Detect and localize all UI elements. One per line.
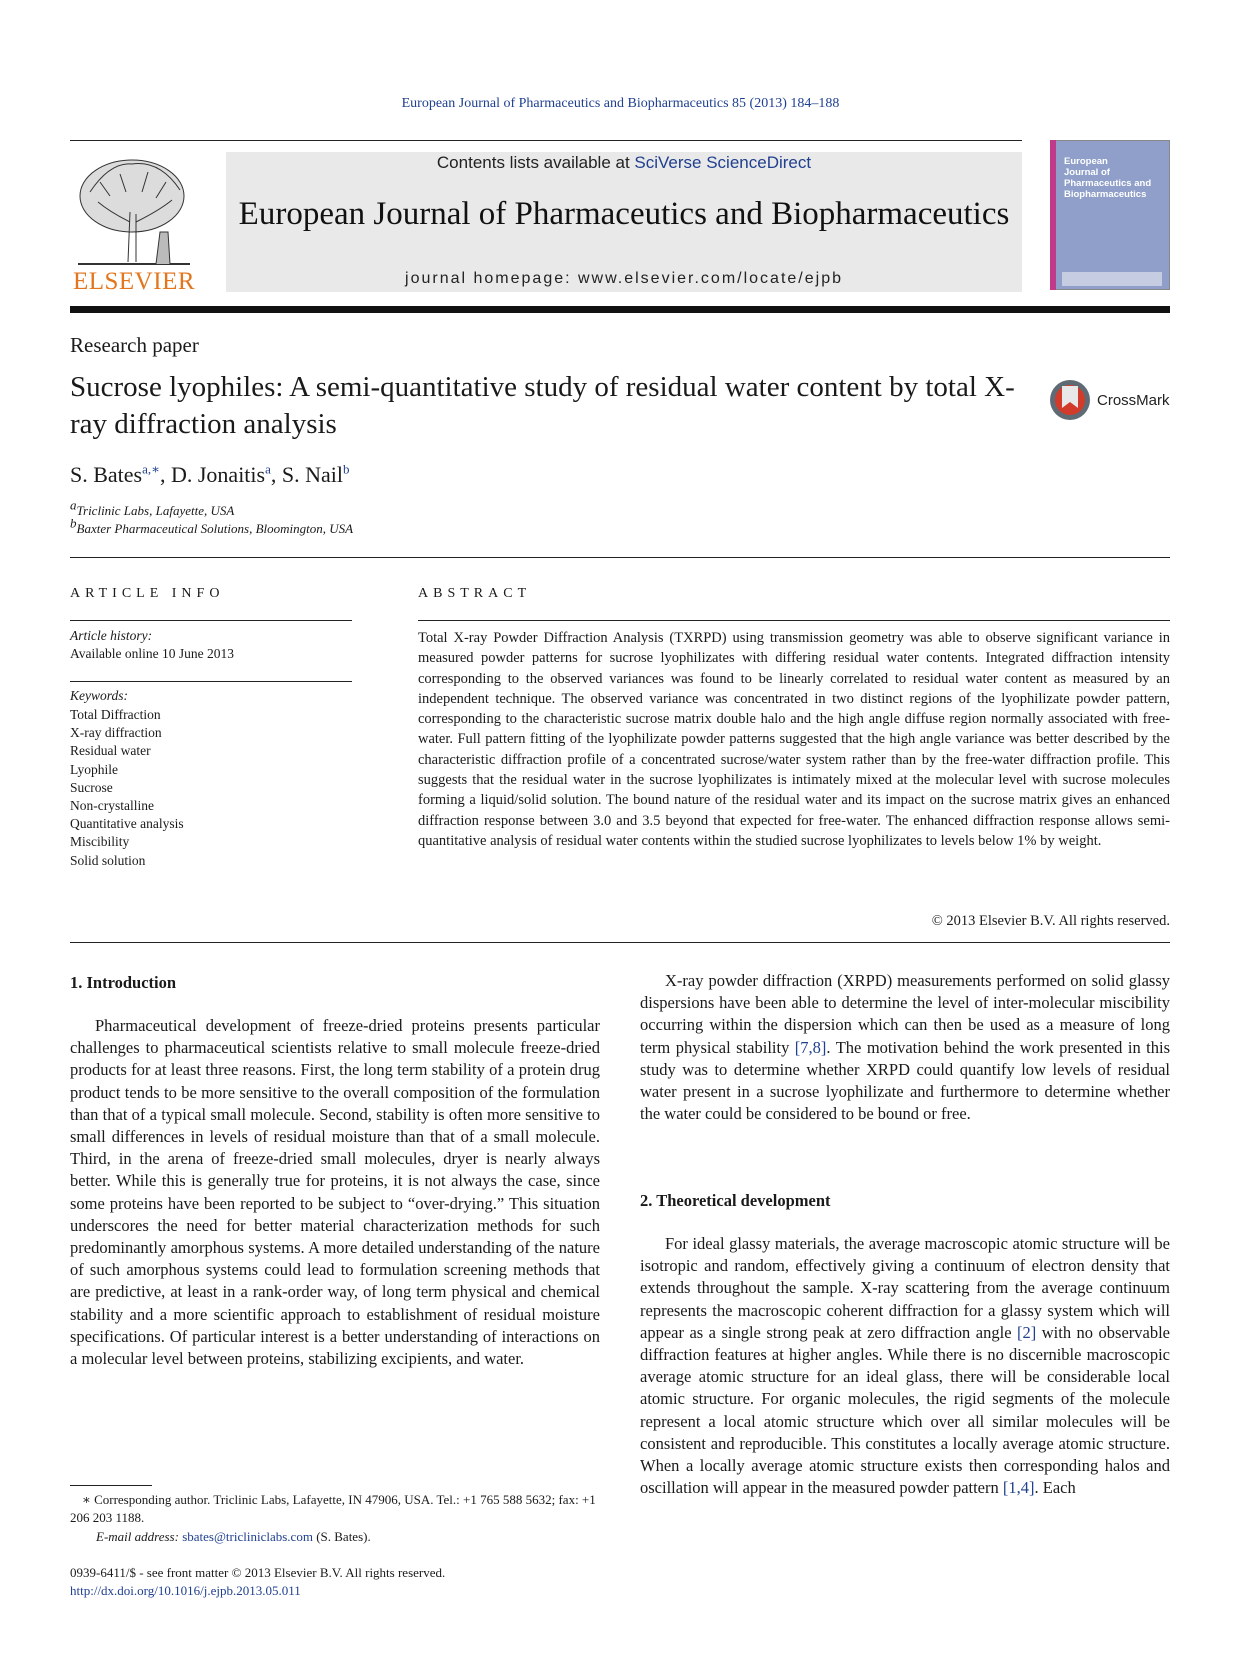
journal-title: European Journal of Pharmaceutics and Biopharmaceutics [238, 196, 1010, 232]
abstract-heading: ABSTRACT [418, 586, 532, 601]
paragraph-text: . Each [1034, 1478, 1076, 1498]
email-link[interactable]: sbates@tricliniclabs.com [182, 1529, 313, 1544]
email-suffix: (S. Bates). [312, 1529, 371, 1544]
issn-line: 0939-6411/$ - see front matter © 2013 Elsevier B.V. All rights reserved. [70, 1565, 446, 1580]
header-rule [70, 140, 1022, 141]
journal-reference[interactable]: European Journal of Pharmaceutics and Biopharmaceutics 85 (2013) 184–188 [401, 96, 840, 111]
affiliation-mark: b [70, 515, 77, 531]
paper-type: Research paper [70, 333, 199, 357]
doi-link[interactable]: http://dx.doi.org/10.1016/j.ejpb.2013.05.011 [70, 1583, 301, 1598]
theoretical-development-text [640, 1233, 1170, 1499]
keyword: Lyophile [70, 761, 118, 777]
cover-title: European Journal of Pharmaceutics and Biopharmaceutics [1064, 156, 1152, 200]
author-separator: , [270, 462, 282, 487]
cover-accent-strip [1050, 140, 1056, 290]
author-name: S. Nail [281, 462, 344, 487]
keyword: Solid solution [70, 852, 146, 868]
citation-link[interactable]: [1,4] [1002, 1478, 1035, 1498]
keywords-rule [70, 681, 352, 682]
paragraph-text: For ideal glassy materials, the average macroscopic atomic structure will be isotropic and random, effectively giving a continuum of electron density that extends throughout the sample. X-ray scattering from the average continuum represents the macroscopic coherent diffraction for a glassy system which will appear as a single strong peak at zero diffraction angle [640, 1234, 1170, 1342]
author-separator: , [159, 462, 171, 487]
email-label: E-mail address: [96, 1529, 183, 1544]
citation-link[interactable]: [2] [1017, 1322, 1037, 1342]
theoretical-development-heading: 2. Theoretical development [640, 1191, 831, 1210]
paragraph-text: with no observable diffraction features at higher angles. While there is no discernible macroscopic average atomic structure for an ideal glass, there will be considerable local atomic structure. For organic molecules, the rigid segments of the molecule represent a local atomic structure which over all similar molecules will be consistent and reproducible. This constitutes a locally average atomic structure. When a locally average atomic structure exists then corresponding halos and oscillation will appear in the measured powder pattern [640, 1322, 1170, 1498]
keyword: Non-crystalline [70, 798, 154, 814]
author-name: S. Bates [70, 462, 143, 487]
paragraph-text: . The motivation behind the work presented in this study was to determine whether XRPD could quantify low levels of residual water present in a sucrose lyophilizate and furthermore to determine whether the water could be considered to be bound or free. [640, 1037, 1170, 1124]
affiliation-text: Baxter Pharmaceutical Solutions, Bloomington, USA [76, 521, 354, 536]
journal-homepage[interactable]: journal homepage: www.elsevier.com/locate/ejpb [405, 270, 843, 287]
introduction-text: Pharmaceutical development of freeze-dried proteins presents particular challenges to pharmaceutical scientists relative to small molecule freeze-dried products for at least three reasons. First, the long term stability of a protein drug product tends to be more sensitive to the overall composition of the formulation than that of a typical small molecule. Second, stability is often more sensitive to small differences in levels of residual moisture than that of a small molecule. Third, in the arena of freeze-dried small molecules, dryer is nearly always better. While this is generally true for proteins, it is not always the case, since some proteins have been reported to be subject to “over-drying.” This situation underscores the need for better material characterization methods for such predominantly amorphous systems. A more detailed understanding of the nature of such amorphous systems could lead to formulation screening methods that are predictive, at least in a rank-order way, of long term physical and chemical stability and a more scientific approach to establishment of residual moisture specifications. Of particular interest is a better understanding of interactions on a molecular level between proteins, stabilizing excipients, and water. [70, 1016, 600, 1369]
author-name: D. Jonaitis [170, 462, 266, 487]
author-list [70, 462, 350, 488]
affiliation-a [70, 497, 235, 519]
keyword: Quantitative analysis [70, 816, 184, 832]
author-affiliation-mark[interactable]: a,∗ [142, 461, 160, 477]
keyword: Total Diffraction [70, 707, 161, 722]
article-info-rule [70, 620, 352, 621]
header-thick-rule [70, 306, 1170, 313]
keyword: Residual water [70, 743, 151, 759]
sciencedirect-link[interactable]: SciVerse ScienceDirect [634, 153, 812, 172]
elsevier-wordmark: ELSEVIER [72, 268, 196, 295]
abstract-rule [418, 620, 1170, 621]
keywords-list [70, 706, 184, 870]
cover-footer-band [1062, 272, 1162, 286]
abstract-bottom-rule [70, 942, 1170, 943]
abstract-text: Total X-ray Powder Diffraction Analysis (TXRPD) using transmission geometry was able to observe significant variance in measured powder patterns for sucrose lyophilizates with differing residual water contents. Integrated diffraction intensity corresponding to the observed variances was found to be linearly correlated to residual water content as measured by an independent technique. The observed variance was concentrated in two distinct regions of the lyophilizate powder pattern, corresponding to the characteristic sucrose matrix double halo and the high angle diffuse region normally associated with free-water. Full pattern fitting of the lyophilizate powder patterns suggested that the high angle variance was better described by the characteristic diffraction profile of a concentrated sucrose/water system rather than by the free-water diffraction profile. This suggests that the residual water in the sucrose lyophilizates is intimately mixed at the molecular level with sucrose molecules forming a liquid/solid solution. The bound nature of the residual water and its impact on the sucrose matrix gives an enhanced diffraction response between 3.0 and 3.5 beyond that expected for free-water. The enhanced diffraction response allows semi-quantitative analysis of residual water contents within the studied sucrose lyophilizates to levels below 1% by weight. [418, 630, 1170, 849]
author-affiliation-mark[interactable]: b [343, 461, 350, 477]
citation-link[interactable]: [7,8] [794, 1037, 827, 1057]
article-history-value: Available online 10 June 2013 [70, 646, 234, 661]
keywords-label: Keywords: [70, 688, 128, 703]
paper-title: Sucrose lyophiles: A semi-quantitative study of residual water content by total X-ray diffraction analysis [70, 371, 1015, 440]
section-rule [70, 557, 1170, 558]
contents-line [226, 153, 1022, 173]
keyword: Miscibility [70, 834, 130, 850]
keyword: X-ray diffraction [70, 725, 162, 741]
author-affiliation-mark[interactable]: a [265, 461, 271, 477]
article-history-label: Article history: [70, 628, 153, 643]
affiliation-b [70, 515, 354, 537]
right-column-paragraph [640, 970, 1170, 1125]
footnote-rule [70, 1485, 152, 1486]
affiliation-text: Triclinic Labs, Lafayette, USA [76, 503, 235, 518]
corresponding-author-footnote: ∗ Corresponding author. Triclinic Labs, Lafayette, IN 47906, USA. Tel.: +1 765 588 5632; fax: +1 206 203 1188. [70, 1492, 596, 1525]
paragraph-text: X-ray powder diffraction (XRPD) measurements performed on solid glassy dispersions have been able to determine the level of inter-molecular miscibility occurring within the dispersion which can then be used as a measure of long term physical stability [640, 971, 1170, 1057]
contents-prefix: Contents lists available at [436, 153, 635, 172]
article-info-heading: ARTICLE INFO [70, 586, 225, 601]
affiliation-mark: a [70, 497, 77, 513]
keyword: Sucrose [70, 779, 113, 795]
introduction-heading: 1. Introduction [70, 973, 177, 992]
abstract-copyright: © 2013 Elsevier B.V. All rights reserved. [931, 913, 1170, 929]
email-footnote [96, 1529, 371, 1545]
crossmark-label: CrossMark [1097, 392, 1170, 409]
